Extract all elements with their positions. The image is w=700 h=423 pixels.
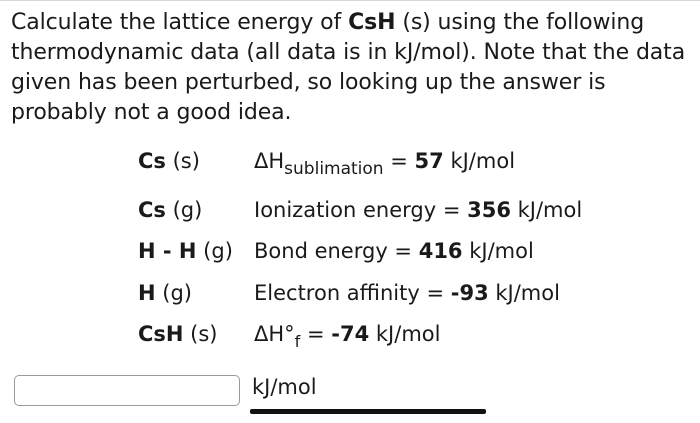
species-label: CsH (s) bbox=[138, 322, 218, 346]
answer-underline bbox=[250, 409, 486, 414]
species-label: Cs (s) bbox=[138, 149, 200, 173]
data-value: Electron affinity = -93 kJ/mol bbox=[254, 281, 560, 305]
question-part1: Calculate the lattice energy of bbox=[11, 10, 349, 35]
data-value: Bond energy = 416 kJ/mol bbox=[254, 239, 534, 263]
species-label: Cs (g) bbox=[138, 198, 203, 222]
top-divider bbox=[0, 0, 700, 1]
data-value: $\Delta H_{sublimation} = 57$ kJ/mol bbox=[254, 149, 516, 179]
question-text bbox=[11, 8, 691, 128]
species-label: H - H (g) bbox=[138, 239, 233, 263]
answer-unit-label: kJ/mol bbox=[252, 375, 317, 399]
question-part2: (s) using the following thermodynamic data (all data is in kJ/mol). Note that the data given has been perturbed, so looking up the answer is probably not a good idea. bbox=[11, 10, 686, 125]
answer-input[interactable] bbox=[14, 375, 240, 406]
species-label: H (g) bbox=[138, 281, 192, 305]
data-value: Ionization energy = 356 kJ/mol bbox=[254, 198, 583, 222]
question-compound: CsH bbox=[348, 10, 396, 35]
data-value: $\Delta H^\circ_f = -74$ kJ/mol bbox=[254, 322, 441, 351]
